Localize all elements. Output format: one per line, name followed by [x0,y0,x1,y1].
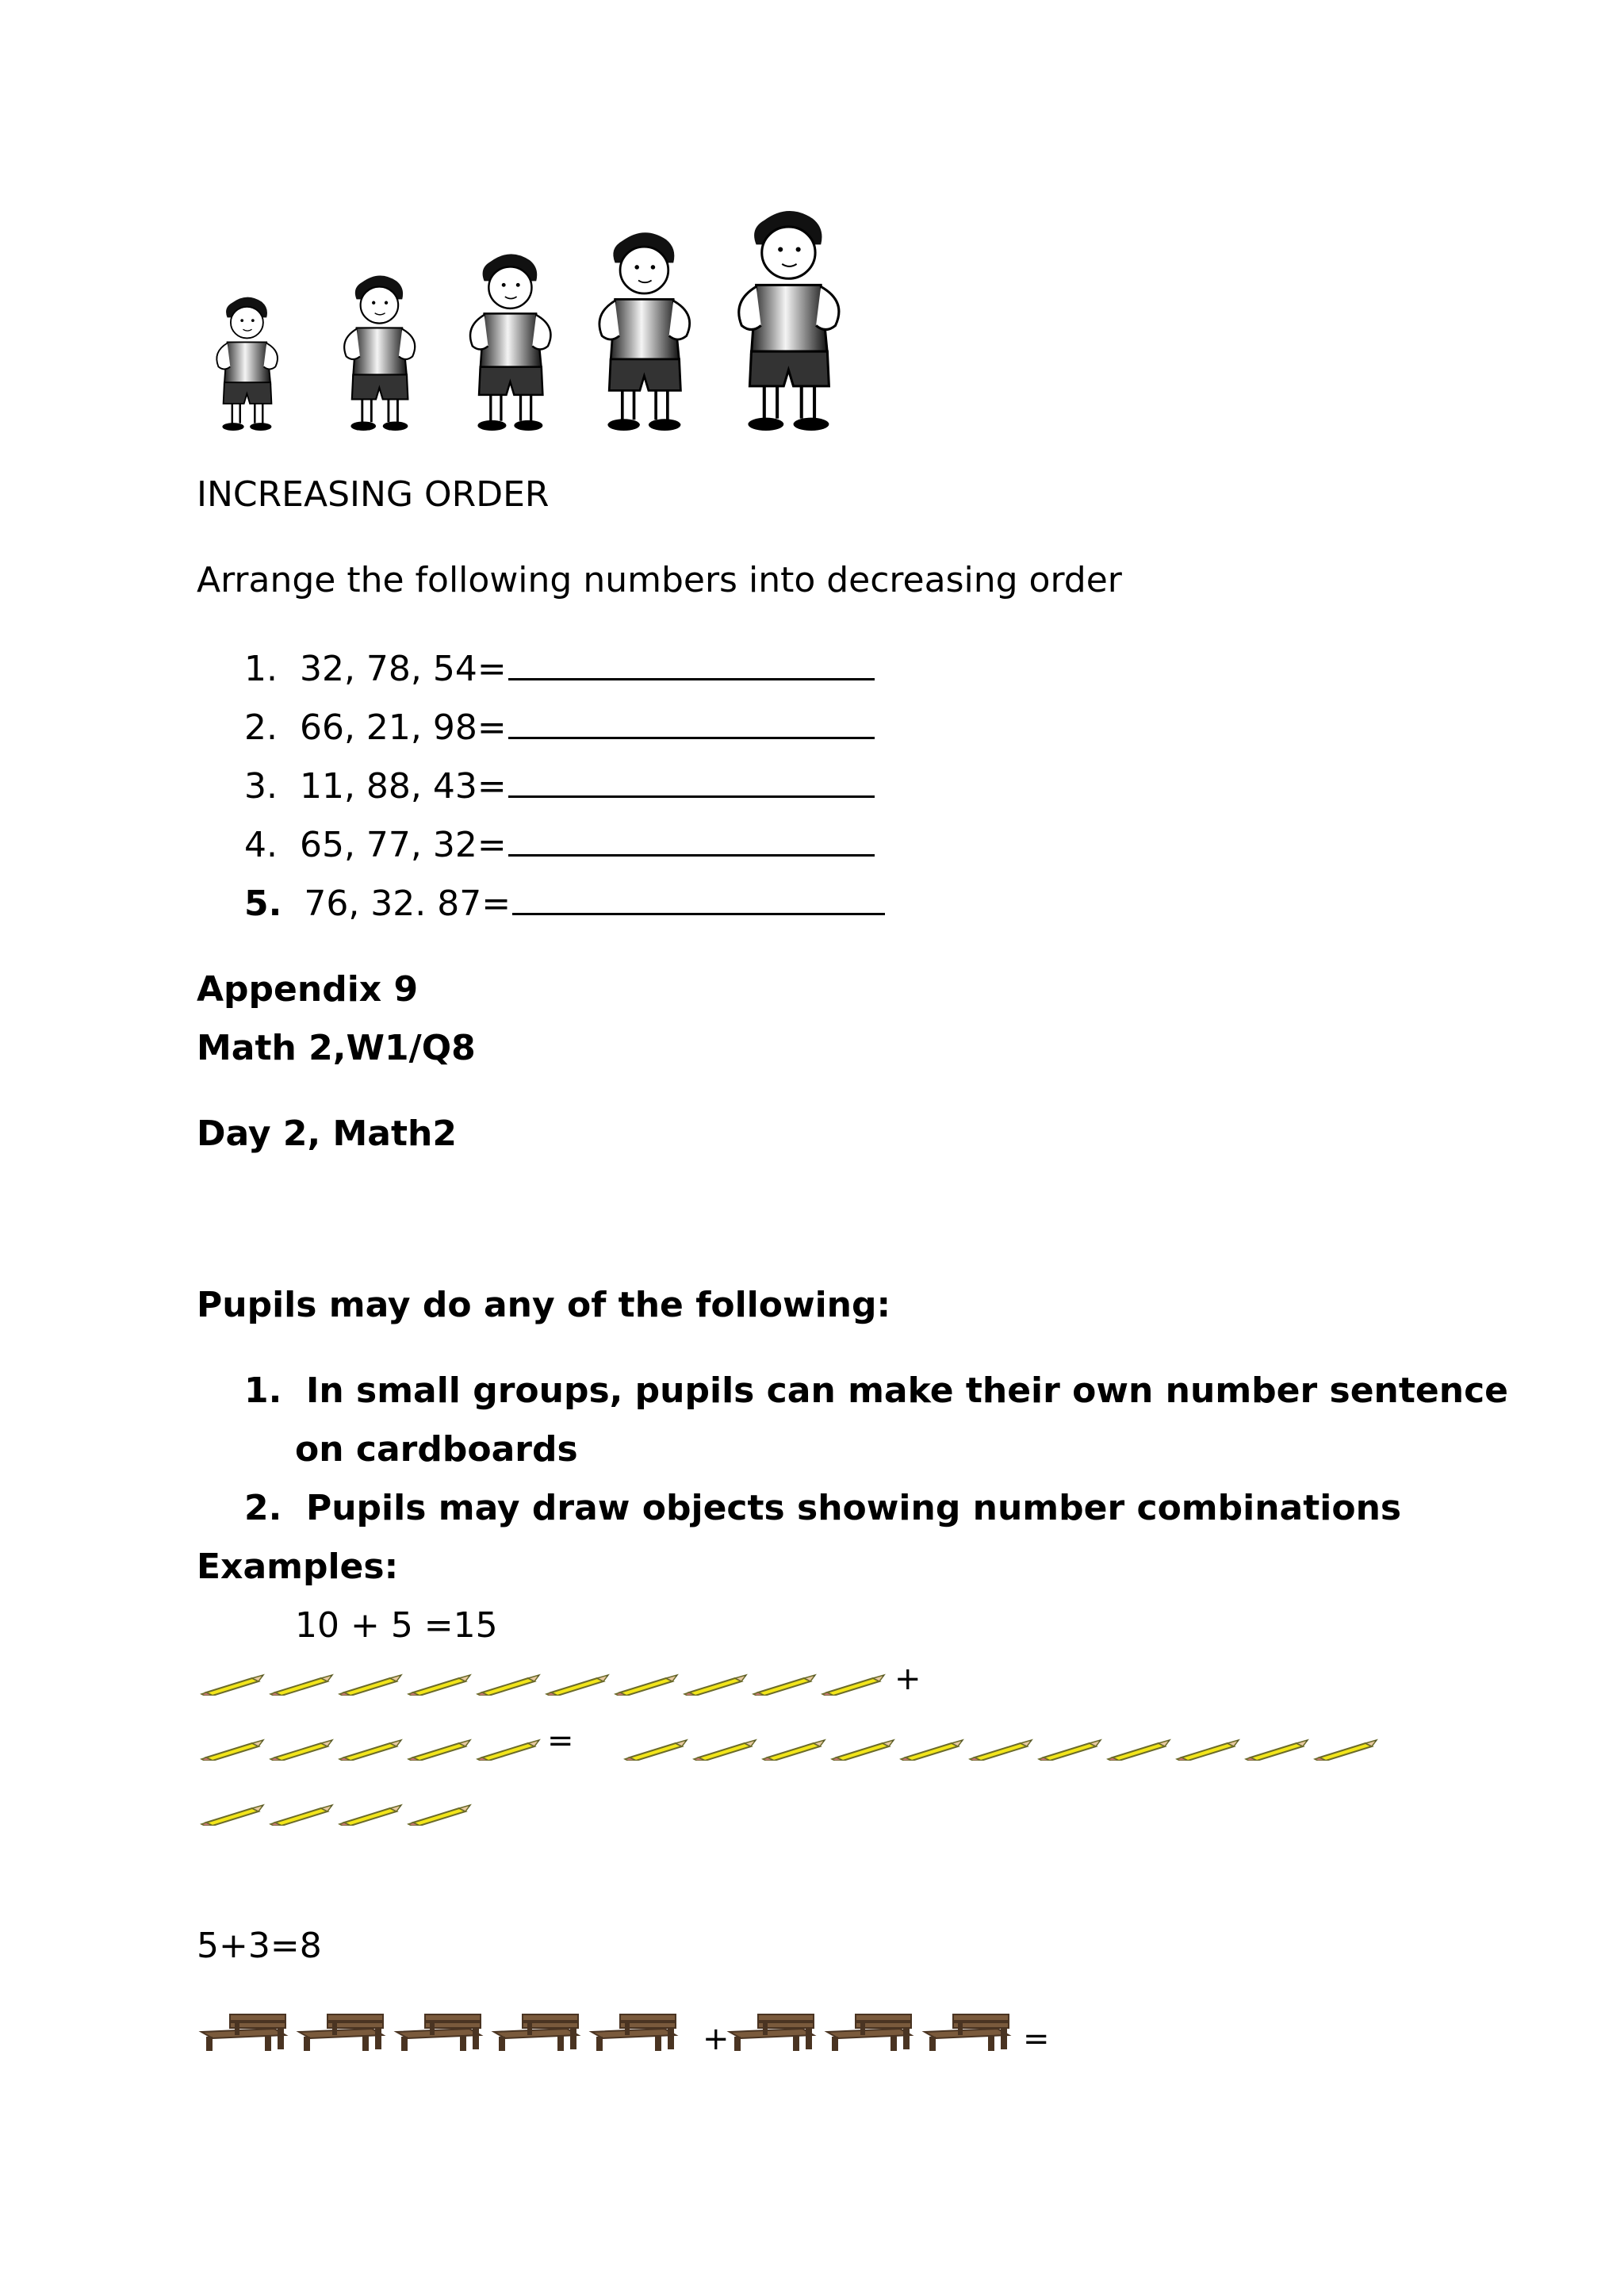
bench-icon [393,2011,487,2053]
item-text: 66, 21, 98= [299,707,507,748]
pencil-icon [200,1738,265,1761]
pencil-icon [899,1738,964,1761]
boy-figure-icon [470,254,550,431]
list-item [244,649,875,691]
pencil-icon [683,1673,748,1696]
pencil-icon [1037,1738,1102,1761]
pencil-icon [1244,1738,1309,1761]
answer-blank[interactable] [512,910,885,915]
item-number: 4. [244,825,278,865]
activity-text: Pupils may draw objects showing number combinations [305,1488,1402,1528]
item-text: 76, 32. 87= [304,884,511,924]
bench-icon [921,2011,1015,2053]
appendix-label: Appendix 9 [197,969,419,1010]
pencil-icon [338,1673,403,1696]
activity-number: 2. [244,1488,282,1528]
activity-item [244,1488,1401,1530]
examples-label: Examples: [197,1547,399,1587]
pencil-icon [407,1803,472,1826]
pencil-icon [545,1673,610,1696]
pencil-icon [830,1738,895,1761]
boys-figures-icon [197,197,863,435]
pencil-icon [761,1738,826,1761]
list-item [244,766,875,808]
pencil-icon [1175,1738,1240,1761]
activity-text: In small groups, pupils can make their own number sentence [305,1370,1509,1411]
activity-text-continued: on cardboards [295,1429,578,1470]
example2-plus-sign: + [703,2021,730,2057]
list-item [244,707,875,749]
answer-blank[interactable] [508,675,875,680]
item-number: 2. [244,707,278,748]
list-item [244,825,875,867]
activity-number: 1. [244,1370,282,1411]
pupils-intro: Pupils may do any of the following: [197,1285,891,1325]
pencil-icon [752,1673,817,1696]
pencil-icon [1313,1738,1378,1761]
answer-blank[interactable] [508,792,875,798]
list-item [244,884,885,926]
answer-blank[interactable] [508,734,875,739]
boy-figure-icon [216,297,278,431]
pencil-icon [968,1738,1033,1761]
item-text: 32, 78, 54= [299,649,507,689]
item-text: 65, 77, 32= [299,825,507,865]
example2-equation: 5+3=8 [197,1926,322,1966]
boy-figure-icon [599,232,690,431]
pencil-icon [269,1673,334,1696]
item-number: 1. [244,649,278,689]
pencil-icon [338,1803,403,1826]
pencil-icon [821,1673,886,1696]
bench-icon [824,2011,917,2053]
pencil-icon [338,1738,403,1761]
pencil-icon [614,1673,679,1696]
boy-figure-icon [739,211,839,431]
instruction-text: Arrange the following numbers into decreasing order [197,560,1122,600]
pencil-icon [476,1673,541,1696]
example1-plus-sign: + [894,1661,921,1697]
item-number: 5. [244,884,282,924]
pencil-icon [623,1738,688,1761]
boys-height-illustration [197,197,863,435]
pencil-icon [407,1738,472,1761]
boy-figure-icon [344,276,415,431]
pencil-icon [476,1738,541,1761]
bench-icon [198,2011,292,2053]
section-heading: INCREASING ORDER [197,474,550,515]
pencil-icon [692,1738,757,1761]
example1-equation: 10 + 5 =15 [295,1605,498,1646]
example1-equals-sign: = [547,1723,574,1759]
pencil-icon [269,1803,334,1826]
pencil-icon [269,1738,334,1761]
pencil-icon [407,1673,472,1696]
item-text: 11, 88, 43= [299,766,507,807]
example2-equals-sign: = [1023,2021,1050,2057]
item-number: 3. [244,766,278,807]
day-label: Day 2, Math2 [197,1114,457,1154]
pencil-icon [200,1803,265,1826]
bench-icon [491,2011,584,2053]
bench-icon [726,2011,820,2053]
activity-item [244,1370,1508,1412]
math-code-label: Math 2,W1/Q8 [197,1028,476,1068]
bench-icon [588,2011,682,2053]
pencil-icon [1106,1738,1171,1761]
answer-blank[interactable] [508,851,875,857]
bench-icon [296,2011,389,2053]
pencil-icon [200,1673,265,1696]
